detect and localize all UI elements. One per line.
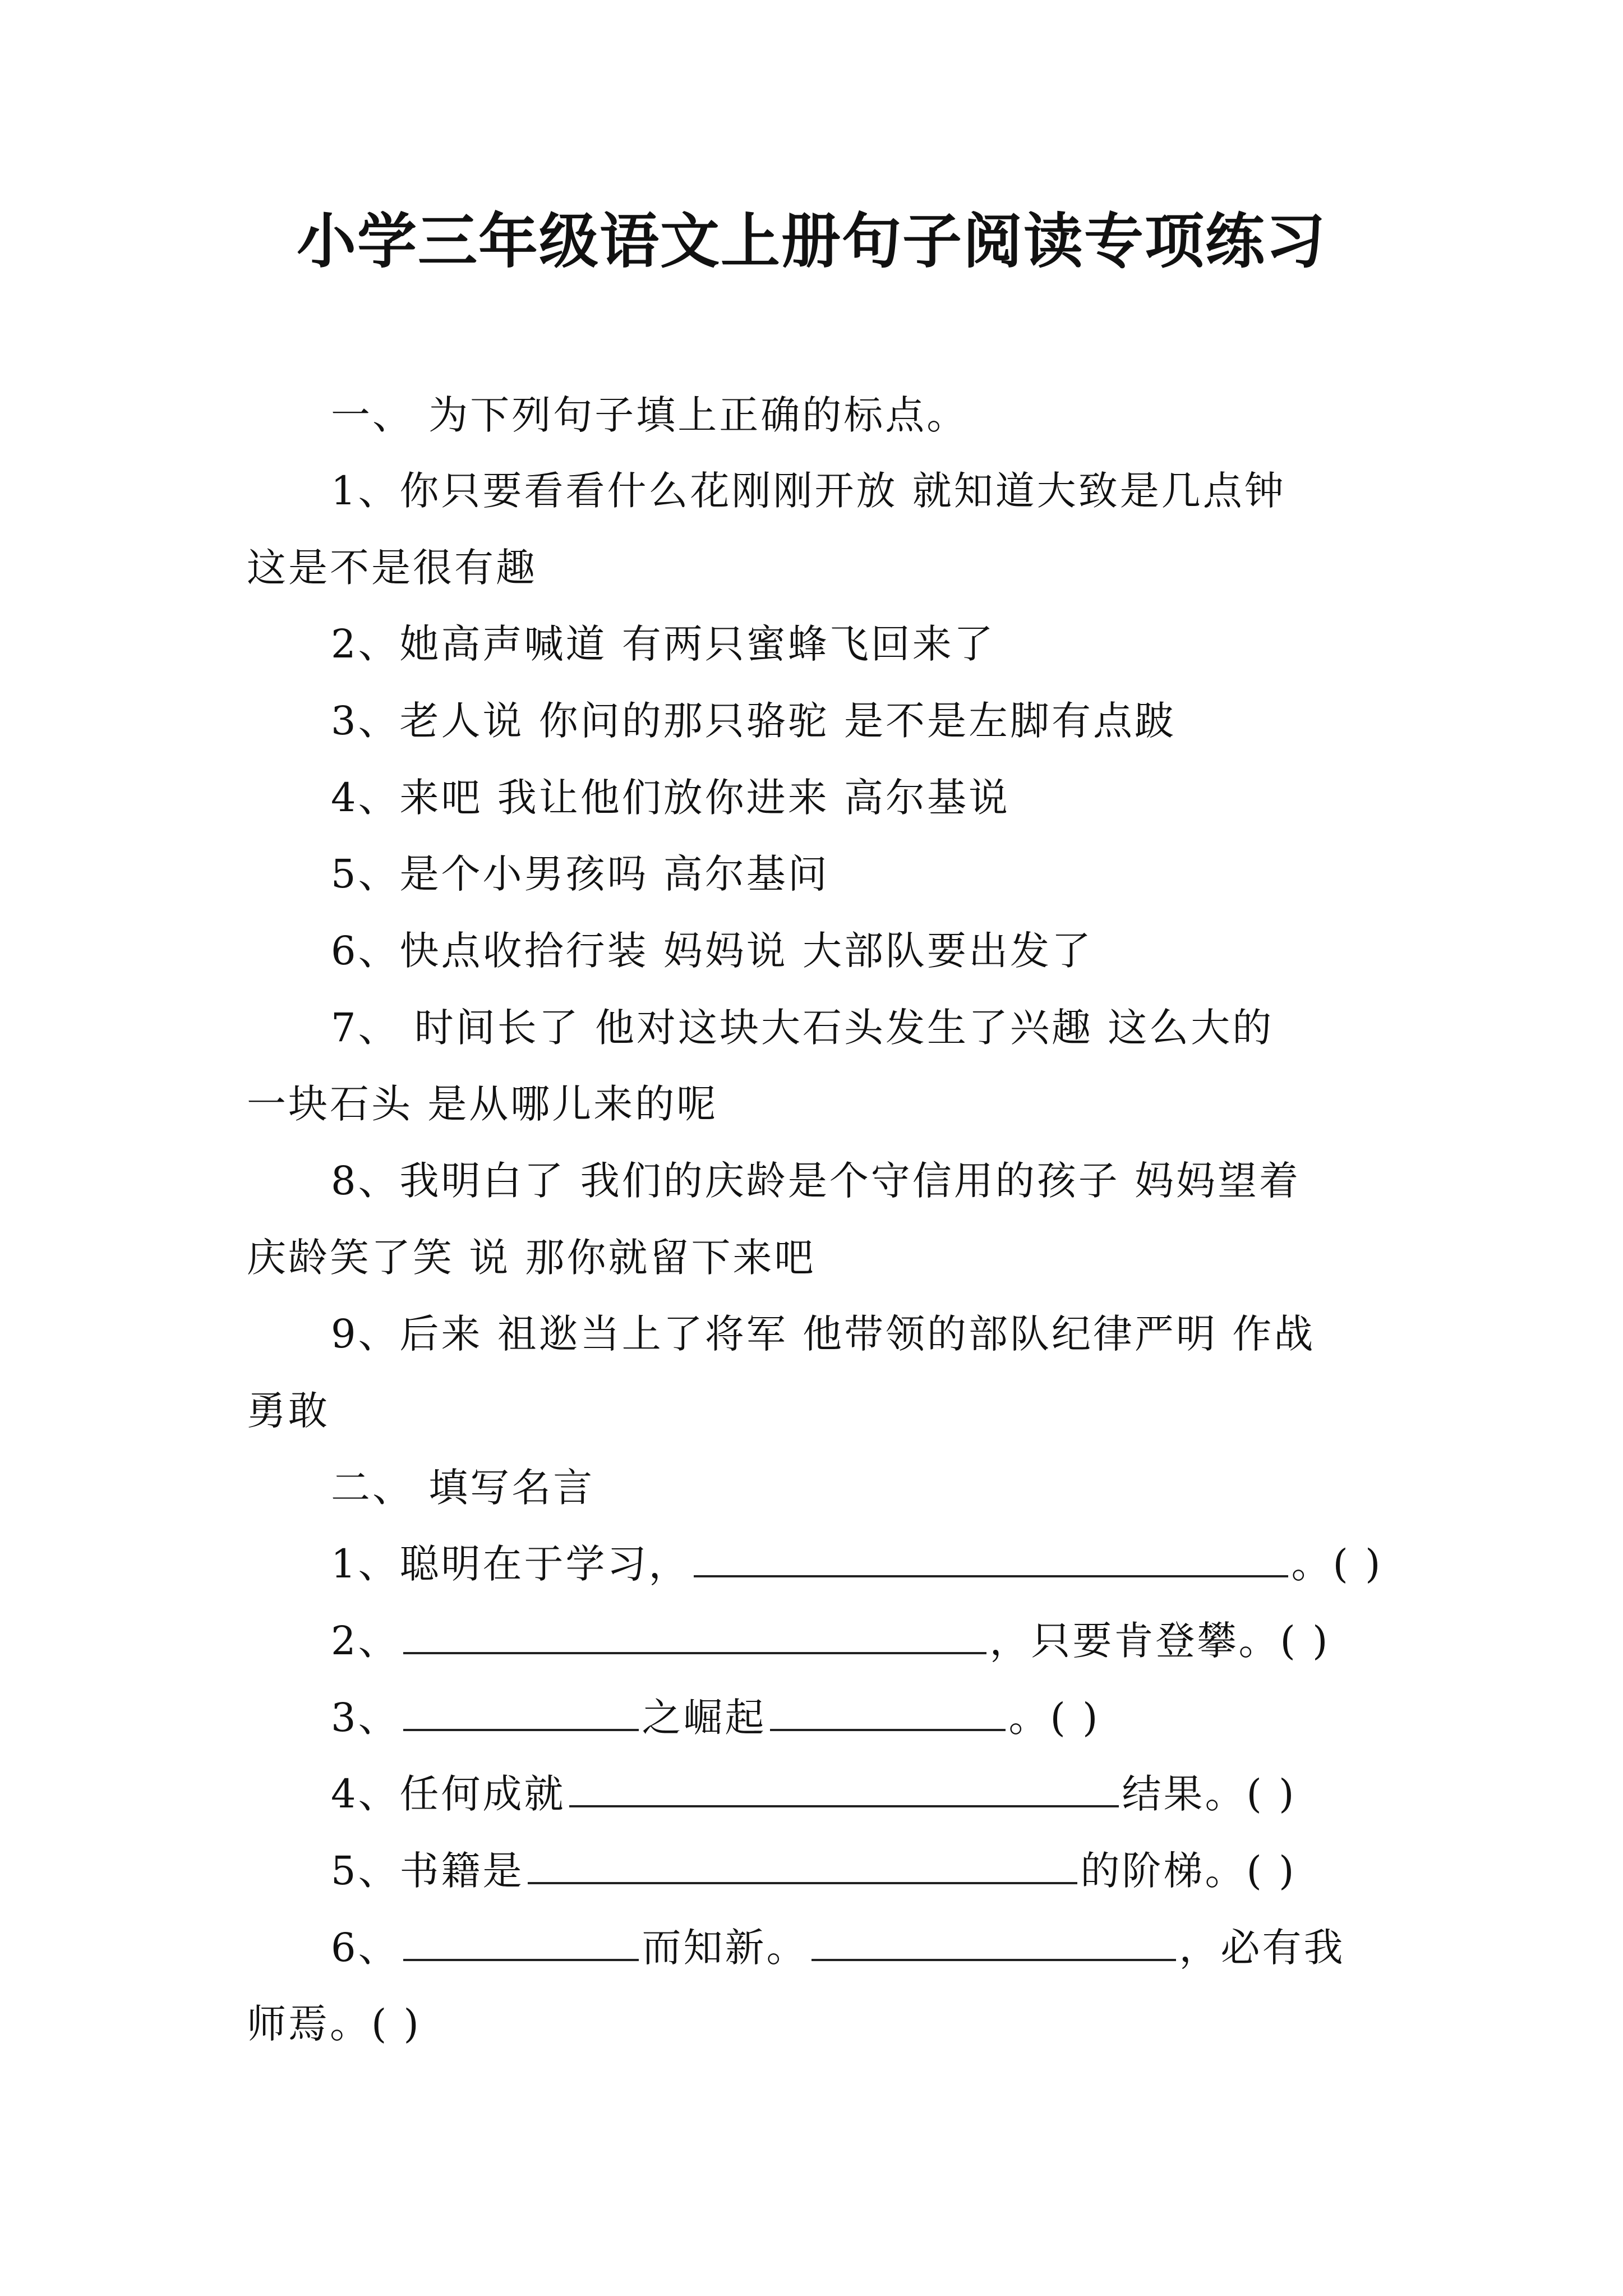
s1-item-4: 4、来吧 我让他们放你进来 高尔基说 xyxy=(331,775,1011,821)
s1-item-7-line2: 一块石头 是从哪儿来的呢 xyxy=(247,1081,718,1127)
s1-item-7-line1: 7、 时间长了 他对这块大石头发生了兴趣 这么大的 xyxy=(331,1005,1274,1051)
s2-q6-suffix: ，必有我 xyxy=(1179,1925,1345,1971)
s2-q2-suffix: ，只要肯登攀。( ) xyxy=(989,1618,1330,1664)
s2-q5-prefix: 5、书籍是 xyxy=(331,1848,524,1894)
s2-question-4 xyxy=(331,1766,1380,1822)
s1-item-8-line1: 8、我明白了 我们的庆龄是个守信用的孩子 妈妈望着 xyxy=(331,1158,1301,1204)
s2-question-6-line2: 师焉。( ) xyxy=(247,2001,421,2047)
section1-heading: 一、 为下列句子填上正确的标点。 xyxy=(331,392,969,438)
s2-q1-suffix: 。( ) xyxy=(1291,1541,1383,1587)
section2-heading: 二、 填写名言 xyxy=(331,1465,595,1511)
s1-item-9-line1: 9、后来 祖逖当上了将军 他带领的部队纪律严明 作战 xyxy=(331,1311,1316,1357)
s2-q3-blank-2[interactable] xyxy=(770,1693,1006,1731)
s2-q4-prefix: 4、任何成就 xyxy=(331,1771,566,1817)
s2-q5-suffix: 的阶梯。( ) xyxy=(1080,1848,1297,1894)
s2-q1-blank[interactable] xyxy=(694,1539,1288,1577)
s2-q2-prefix: 2、 xyxy=(331,1618,400,1664)
s1-item-5: 5、是个小男孩吗 高尔基问 xyxy=(331,851,829,897)
s1-item-9-line2: 勇敢 xyxy=(247,1388,330,1434)
s2-q6-middle: 而知新。 xyxy=(642,1925,808,1971)
s2-question-2 xyxy=(331,1613,1380,1669)
s2-q6-blank-1[interactable] xyxy=(403,1923,639,1961)
s1-item-1-line2: 这是不是很有趣 xyxy=(247,545,537,591)
s2-q4-suffix: 结果。( ) xyxy=(1122,1771,1297,1817)
s1-item-3: 3、老人说 你问的那只骆驼 是不是左脚有点跛 xyxy=(331,698,1177,744)
s1-item-6: 6、快点收拾行装 妈妈说 大部队要出发了 xyxy=(331,928,1094,974)
s2-q2-blank[interactable] xyxy=(403,1616,986,1654)
s2-q6-blank-2[interactable] xyxy=(811,1923,1176,1961)
s2-q1-prefix: 1、聪明在于学习， xyxy=(331,1541,690,1587)
s1-item-8-line2: 庆龄笑了笑 说 那你就留下来吧 xyxy=(247,1235,816,1281)
s2-question-6-line1 xyxy=(331,1920,1380,1976)
s2-q3-prefix: 3、 xyxy=(331,1695,400,1741)
s1-item-2: 2、她高声喊道 有两只蜜蜂飞回来了 xyxy=(331,621,995,667)
s2-q3-blank-1[interactable] xyxy=(403,1693,639,1731)
s2-question-5 xyxy=(331,1843,1380,1899)
s2-q5-blank[interactable] xyxy=(528,1846,1077,1884)
s2-question-3 xyxy=(331,1690,1380,1746)
s2-q6-prefix: 6、 xyxy=(331,1925,400,1971)
s2-q4-blank[interactable] xyxy=(569,1769,1119,1807)
s2-q3-suffix: 。( ) xyxy=(1008,1695,1100,1741)
s2-q3-middle: 之崛起 xyxy=(642,1695,767,1741)
s1-item-1-line1: 1、你只要看看什么花刚刚开放 就知道大致是几点钟 xyxy=(331,468,1286,514)
s2-question-1 xyxy=(331,1536,1383,1592)
page-title: 小学三年级语文上册句子阅读专项练习 xyxy=(297,206,1326,276)
